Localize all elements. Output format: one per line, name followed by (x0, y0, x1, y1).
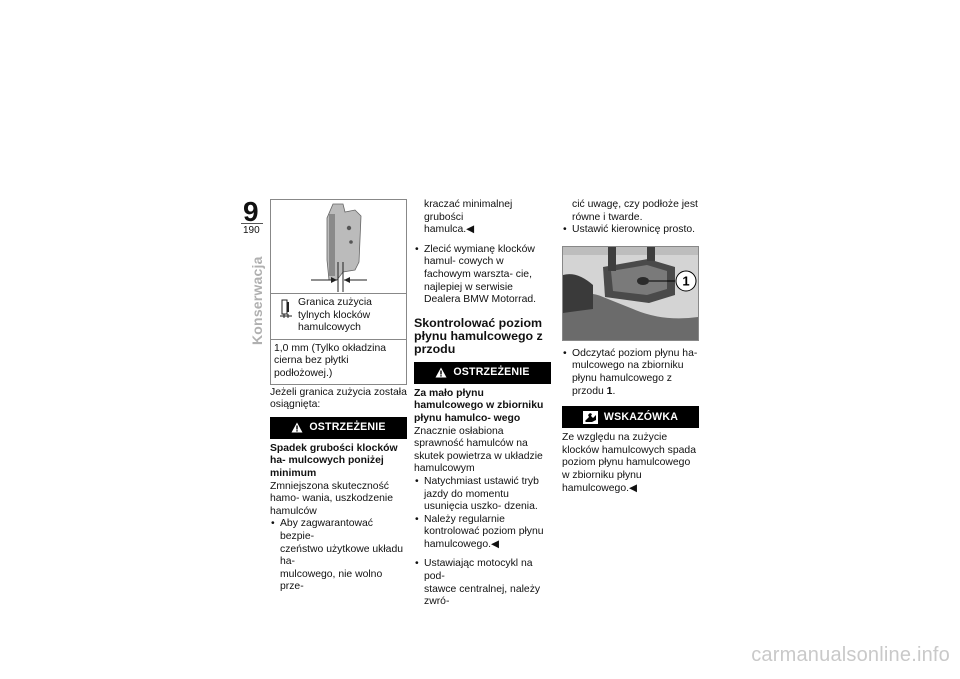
chapter-title: Konserwacja (249, 256, 265, 345)
spec-label: Granica zużycia tylnych klocków hamulcowych (298, 297, 372, 334)
bullet-list-3 (414, 476, 551, 609)
list-item: • Aby zagwarantować bezpie- czeństwo użytkowe układu ha- mulcowego, nie wolno prze- (270, 518, 407, 594)
list-item: • Natychmiast ustawić tryb jazdy do momentu usunięcia uszko- dzenia. (414, 476, 551, 514)
list-item: • Ustawić kierownicę prosto. (562, 224, 699, 237)
chapter-divider (241, 223, 263, 224)
warning-triangle-icon (435, 367, 447, 378)
note-text: Ze względu na zużycie klocków hamulcowych spada poziom płynu hamulcowego w zbiorniku płynu hamulcowego.◀ (562, 432, 696, 494)
bullet-list-4 (562, 199, 699, 237)
list-item-continued: kraczać minimalnej grubości hamulca.◀ (424, 199, 513, 236)
wrench-hand-icon (583, 411, 598, 424)
column-2 (414, 199, 551, 609)
bullet-list-5 (562, 348, 699, 398)
warning-heading-1: Spadek grubości klocków ha- mulcowych poniżej minimum (270, 442, 398, 479)
figure-marker-1: 1 (682, 273, 690, 289)
spec-label-row (271, 294, 406, 340)
bullet-list-1 (270, 518, 407, 594)
page-number: 190 (243, 225, 260, 236)
column-1 (270, 199, 407, 594)
list-item: • Ustawiając motocykl na pod- stawce centralnej, należy zwró- (414, 558, 551, 608)
warning-label-2: OSTRZEŻENIE (453, 366, 530, 379)
bullet-list-2 (414, 199, 551, 307)
spec-table (270, 294, 407, 385)
warning-label-1: OSTRZEŻENIE (309, 421, 386, 434)
note-banner (562, 406, 699, 428)
brake-pad-illustration (271, 200, 406, 293)
warning-banner-2 (414, 362, 551, 384)
warning-triangle-icon (291, 422, 303, 433)
list-item-continued: cić uwagę, czy podłoże jest równe i twarde. (572, 199, 698, 223)
brake-wear-icon (274, 297, 298, 335)
warning-banner-1 (270, 417, 407, 439)
list-item: • Odczytać poziom płynu ha- mulcowego na zbiorniku płynu hamulcowego z przodu 1. (562, 348, 699, 398)
list-item: • Należy regularnie kontrolować poziom płynu hamulcowego.◀ (414, 514, 551, 552)
chapter-number: 9 (243, 196, 259, 227)
brake-reservoir-figure (562, 246, 699, 341)
warning-text-2: Znacznie osłabiona sprawność hamulców na skutek powietrza w układzie hamulcowym (414, 425, 543, 475)
brake-reservoir-illustration (563, 247, 698, 340)
reference-number: 1 (606, 385, 613, 397)
list-item: • Zlecić wymianę klocków hamul- cowych w fachowym warszta- cie, najlepiej w serwisie Dealera BMW Motorrad. (414, 244, 551, 307)
warning-text-1: Zmniejszona skuteczność hamo- wania, uszkodzenie hamulców (270, 480, 394, 517)
brake-pad-figure (270, 199, 407, 294)
wear-limit-intro: Jeżeli granica zużycia została osiągnięta: (270, 386, 407, 411)
column-3 (562, 199, 699, 495)
note-label: WSKAZÓWKA (603, 410, 679, 423)
watermark: carmanualsonline.info (751, 644, 950, 666)
section-heading: Skontrolować poziom płynu hamulcowego z przodu (414, 315, 543, 356)
warning-heading-2: Za mało płynu hamulcowego w zbiorniku płynu hamulco- wego (414, 387, 544, 424)
spec-value: 1,0 mm (Tylko okładzina cierna bez płytki podłożowej.) (274, 342, 387, 379)
